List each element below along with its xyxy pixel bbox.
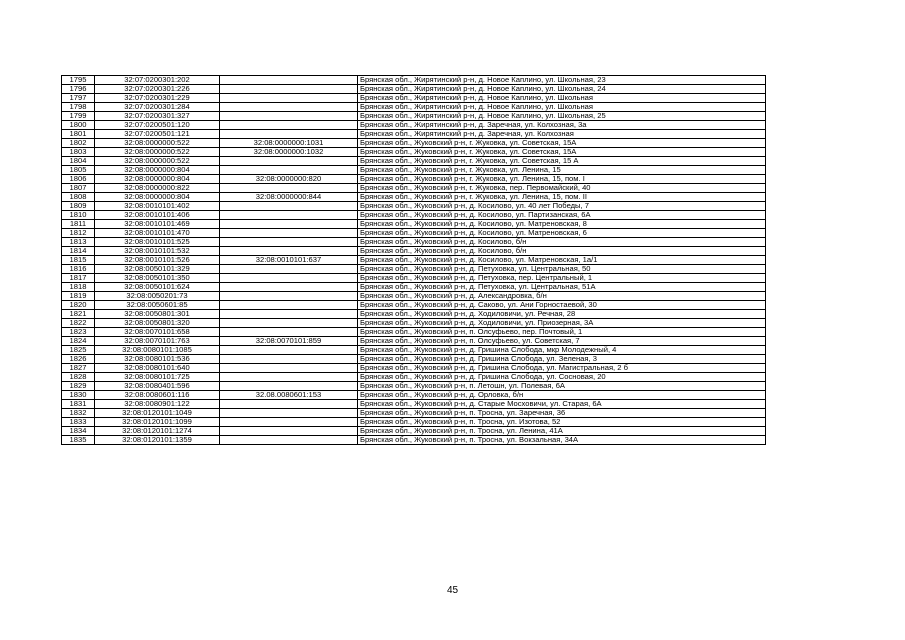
address-cell: Брянская обл., Жуковский р-н, д. Орловка, б/н xyxy=(358,391,766,400)
cadastral-number-cell: 32:08:0050101:624 xyxy=(95,283,220,292)
row-number-cell: 1812 xyxy=(62,229,95,238)
address-cell: Брянская обл., Жуковский р-н, д. Косилово, б/н xyxy=(358,238,766,247)
table-row xyxy=(62,202,766,211)
address-cell: Брянская обл., Жуковский р-н, г. Жуковка, ул. Ленина, 15, пом. I xyxy=(358,175,766,184)
table-row xyxy=(62,409,766,418)
linked-cadastral-number-cell xyxy=(220,220,358,229)
table-row xyxy=(62,373,766,382)
row-number-cell: 1802 xyxy=(62,139,95,148)
row-number-cell: 1834 xyxy=(62,427,95,436)
cadastral-number-cell: 32:08:0010101:469 xyxy=(95,220,220,229)
linked-cadastral-number-cell xyxy=(220,184,358,193)
address-cell: Брянская обл., Жуковский р-н, д. Косилово, ул. Матреновская, 8 xyxy=(358,220,766,229)
row-number-cell: 1814 xyxy=(62,247,95,256)
address-cell: Брянская обл., Жуковский р-н, д. Косилово, ул. Матреновская, 6 xyxy=(358,229,766,238)
cadastral-number-cell: 32:08:0080101:640 xyxy=(95,364,220,373)
cadastral-number-cell: 32:07:0200501:121 xyxy=(95,130,220,139)
table-row xyxy=(62,346,766,355)
linked-cadastral-number-cell xyxy=(220,400,358,409)
table-row xyxy=(62,193,766,202)
table-row xyxy=(62,220,766,229)
table-row xyxy=(62,364,766,373)
table-row xyxy=(62,283,766,292)
address-cell: Брянская обл., Жуковский р-н, д. Петуховка, пер. Центральный, 1 xyxy=(358,274,766,283)
row-number-cell: 1813 xyxy=(62,238,95,247)
cadastral-number-cell: 32:08:0050101:350 xyxy=(95,274,220,283)
address-cell: Брянская обл., Жуковский р-н, д. Гришина Слобода, ул. Сосновая, 20 xyxy=(358,373,766,382)
table-row xyxy=(62,184,766,193)
address-cell: Брянская обл., Жуковский р-н, д. Косилово, ул. Матреновская, 1а/1 xyxy=(358,256,766,265)
address-cell: Брянская обл., Жуковский р-н, п. Олсуфьево, ул. Советская, 7 xyxy=(358,337,766,346)
address-cell: Брянская обл., Жуковский р-н, д. Косилово, ул. 40 лет Победы, 7 xyxy=(358,202,766,211)
cadastral-number-cell: 32:08:0000000:804 xyxy=(95,166,220,175)
address-cell: Брянская обл., Жуковский р-н, д. Ходиловичи, ул. Речная, 28 xyxy=(358,310,766,319)
row-number-cell: 1816 xyxy=(62,265,95,274)
linked-cadastral-number-cell xyxy=(220,382,358,391)
address-cell: Брянская обл., Жуковский р-н, д. Гришина Слобода, ул. Зеленая, 3 xyxy=(358,355,766,364)
table-row xyxy=(62,436,766,445)
address-cell: Брянская обл., Жуковский р-н, д. Петуховка, ул. Центральная, 50 xyxy=(358,265,766,274)
address-cell: Брянская обл., Жирятинский р-н, д. Новое Каплино, ул. Школьная xyxy=(358,103,766,112)
linked-cadastral-number-cell xyxy=(220,418,358,427)
table-row xyxy=(62,139,766,148)
address-cell: Брянская обл., Жуковский р-н, д. Петуховка, ул. Центральная, 51А xyxy=(358,283,766,292)
linked-cadastral-number-cell: 32:08:0010101:637 xyxy=(220,256,358,265)
linked-cadastral-number-cell xyxy=(220,166,358,175)
table-row xyxy=(62,400,766,409)
row-number-cell: 1795 xyxy=(62,76,95,85)
row-number-cell: 1829 xyxy=(62,382,95,391)
linked-cadastral-number-cell xyxy=(220,121,358,130)
row-number-cell: 1824 xyxy=(62,337,95,346)
cadastral-number-cell: 32:08:0000000:522 xyxy=(95,157,220,166)
address-cell: Брянская обл., Жирятинский р-н, д. Новое Каплино, ул. Школьная xyxy=(358,94,766,103)
linked-cadastral-number-cell xyxy=(220,229,358,238)
address-cell: Брянская обл., Жуковский р-н, г. Жуковка, ул. Советская, 15А xyxy=(358,139,766,148)
row-number-cell: 1835 xyxy=(62,436,95,445)
row-number-cell: 1833 xyxy=(62,418,95,427)
address-cell: Брянская обл., Жуковский р-н, г. Жуковка, ул. Советская, 15А xyxy=(358,148,766,157)
address-cell: Брянская обл., Жирятинский р-н, д. Новое Каплино, ул. Школьная, 24 xyxy=(358,85,766,94)
address-cell: Брянская обл., Жуковский р-н, д. Косилово, ул. Партизанская, 6А xyxy=(358,211,766,220)
row-number-cell: 1797 xyxy=(62,94,95,103)
table-row xyxy=(62,76,766,85)
row-number-cell: 1799 xyxy=(62,112,95,121)
address-cell: Брянская обл., Жуковский р-н, д. Гришина Слобода, ул. Магистральная, 2 б xyxy=(358,364,766,373)
address-cell: Брянская обл., Жуковский р-н, п. Тросна, ул. Вокзальная, 34А xyxy=(358,436,766,445)
address-cell: Брянская обл., Жуковский р-н, д. Старые Мосховичи, ул. Старая, 6А xyxy=(358,400,766,409)
row-number-cell: 1798 xyxy=(62,103,95,112)
table-row xyxy=(62,229,766,238)
linked-cadastral-number-cell xyxy=(220,283,358,292)
row-number-cell: 1830 xyxy=(62,391,95,400)
row-number-cell: 1820 xyxy=(62,301,95,310)
address-cell: Брянская обл., Жуковский р-н, д. Саково, ул. Ани Горностаевой, 30 xyxy=(358,301,766,310)
cadastral-number-cell: 32:08:0070101:763 xyxy=(95,337,220,346)
linked-cadastral-number-cell xyxy=(220,292,358,301)
address-cell: Брянская обл., Жирятинский р-н, д. Заречная, ул. Колхозная, 3а xyxy=(358,121,766,130)
address-cell: Брянская обл., Жуковский р-н, г. Жуковка, пер. Первомайский, 40 xyxy=(358,184,766,193)
table-row xyxy=(62,238,766,247)
cadastral-number-cell: 32:08:0080101:1085 xyxy=(95,346,220,355)
row-number-cell: 1825 xyxy=(62,346,95,355)
row-number-cell: 1804 xyxy=(62,157,95,166)
table-row xyxy=(62,211,766,220)
row-number-cell: 1796 xyxy=(62,85,95,94)
table-row xyxy=(62,247,766,256)
table-row xyxy=(62,337,766,346)
linked-cadastral-number-cell xyxy=(220,103,358,112)
linked-cadastral-number-cell: 32:08:0000000:844 xyxy=(220,193,358,202)
address-cell: Брянская обл., Жуковский р-н, п. Тросна, ул. Ленина, 41А xyxy=(358,427,766,436)
row-number-cell: 1817 xyxy=(62,274,95,283)
linked-cadastral-number-cell xyxy=(220,346,358,355)
row-number-cell: 1810 xyxy=(62,211,95,220)
linked-cadastral-number-cell xyxy=(220,328,358,337)
address-cell: Брянская обл., Жуковский р-н, д. Косилово, б/н xyxy=(358,247,766,256)
cadastral-number-cell: 32:07:0200301:202 xyxy=(95,76,220,85)
row-number-cell: 1832 xyxy=(62,409,95,418)
address-cell: Брянская обл., Жирятинский р-н, д. Заречная, ул. Колхозная xyxy=(358,130,766,139)
property-register-table xyxy=(61,75,766,445)
linked-cadastral-number-cell: 32:08:0000000:820 xyxy=(220,175,358,184)
row-number-cell: 1808 xyxy=(62,193,95,202)
row-number-cell: 1807 xyxy=(62,184,95,193)
cadastral-number-cell: 32:08:0120101:1099 xyxy=(95,418,220,427)
cadastral-number-cell: 32:07:0200301:229 xyxy=(95,94,220,103)
table-row xyxy=(62,319,766,328)
row-number-cell: 1827 xyxy=(62,364,95,373)
table-row xyxy=(62,148,766,157)
cadastral-number-cell: 32:08:0050201:73 xyxy=(95,292,220,301)
row-number-cell: 1809 xyxy=(62,202,95,211)
address-cell: Брянская обл., Жуковский р-н, г. Жуковка, ул. Советская, 15 А xyxy=(358,157,766,166)
linked-cadastral-number-cell xyxy=(220,373,358,382)
row-number-cell: 1821 xyxy=(62,310,95,319)
cadastral-number-cell: 32:08:0080901:122 xyxy=(95,400,220,409)
row-number-cell: 1823 xyxy=(62,328,95,337)
row-number-cell: 1800 xyxy=(62,121,95,130)
table-row xyxy=(62,121,766,130)
cadastral-number-cell: 32:08:0000000:804 xyxy=(95,175,220,184)
cadastral-number-cell: 32:08:0000000:522 xyxy=(95,139,220,148)
cadastral-number-cell: 32:08:0000000:822 xyxy=(95,184,220,193)
cadastral-number-cell: 32:08:0070101:658 xyxy=(95,328,220,337)
cadastral-number-cell: 32:08:0010101:470 xyxy=(95,229,220,238)
cadastral-number-cell: 32:08:0050801:301 xyxy=(95,310,220,319)
linked-cadastral-number-cell xyxy=(220,112,358,121)
table-row xyxy=(62,94,766,103)
linked-cadastral-number-cell: 32:08:0000000:1031 xyxy=(220,139,358,148)
table-row xyxy=(62,256,766,265)
cadastral-number-cell: 32:08:0080401:596 xyxy=(95,382,220,391)
address-cell: Брянская обл., Жуковский р-н, п. Тросна, ул. Заречная, 36 xyxy=(358,409,766,418)
cadastral-number-cell: 32:08:0010101:402 xyxy=(95,202,220,211)
linked-cadastral-number-cell xyxy=(220,310,358,319)
linked-cadastral-number-cell xyxy=(220,364,358,373)
table-row xyxy=(62,85,766,94)
address-cell: Брянская обл., Жуковский р-н, д. Гришина Слобода, мкр Молодежный, 4 xyxy=(358,346,766,355)
table-row xyxy=(62,382,766,391)
address-cell: Брянская обл., Жуковский р-н, п. Летошн, ул. Полевая, 6А xyxy=(358,382,766,391)
cadastral-number-cell: 32:08:0000000:804 xyxy=(95,193,220,202)
cadastral-number-cell: 32:08:0010101:525 xyxy=(95,238,220,247)
cadastral-number-cell: 32:08:0080101:536 xyxy=(95,355,220,364)
linked-cadastral-number-cell xyxy=(220,265,358,274)
cadastral-number-cell: 32:07:0200301:284 xyxy=(95,103,220,112)
address-cell: Брянская обл., Жуковский р-н, г. Жуковка, ул. Ленина, 15, пом. II xyxy=(358,193,766,202)
row-number-cell: 1826 xyxy=(62,355,95,364)
row-number-cell: 1801 xyxy=(62,130,95,139)
row-number-cell: 1803 xyxy=(62,148,95,157)
address-cell: Брянская обл., Жуковский р-н, п. Тросна, ул. Изотова, 52 xyxy=(358,418,766,427)
cadastral-number-cell: 32:07:0200301:327 xyxy=(95,112,220,121)
table-row xyxy=(62,301,766,310)
linked-cadastral-number-cell xyxy=(220,94,358,103)
cadastral-number-cell: 32:08:0120101:1274 xyxy=(95,427,220,436)
cadastral-number-cell: 32:08:0010101:406 xyxy=(95,211,220,220)
cadastral-number-cell: 32:08:0050101:329 xyxy=(95,265,220,274)
row-number-cell: 1822 xyxy=(62,319,95,328)
address-cell: Брянская обл., Жуковский р-н, д. Александровка, б/н xyxy=(358,292,766,301)
page-number: 45 xyxy=(446,585,459,596)
linked-cadastral-number-cell xyxy=(220,247,358,256)
row-number-cell: 1831 xyxy=(62,400,95,409)
cadastral-number-cell: 32:08:0050801:320 xyxy=(95,319,220,328)
register-table-body xyxy=(62,76,766,445)
row-number-cell: 1806 xyxy=(62,175,95,184)
linked-cadastral-number-cell xyxy=(220,130,358,139)
linked-cadastral-number-cell xyxy=(220,157,358,166)
table-row xyxy=(62,328,766,337)
linked-cadastral-number-cell: 32:08:0000000:1032 xyxy=(220,148,358,157)
row-number-cell: 1805 xyxy=(62,166,95,175)
table-row xyxy=(62,418,766,427)
table-row xyxy=(62,391,766,400)
linked-cadastral-number-cell xyxy=(220,301,358,310)
linked-cadastral-number-cell xyxy=(220,238,358,247)
linked-cadastral-number-cell xyxy=(220,85,358,94)
address-cell: Брянская обл., Жуковский р-н, п. Олсуфьево, пер. Почтовый, 1 xyxy=(358,328,766,337)
linked-cadastral-number-cell xyxy=(220,211,358,220)
table-row xyxy=(62,157,766,166)
linked-cadastral-number-cell xyxy=(220,409,358,418)
linked-cadastral-number-cell: 32:08:0070101:859 xyxy=(220,337,358,346)
address-cell: Брянская обл., Жирятинский р-н, д. Новое Каплино, ул. Школьная, 25 xyxy=(358,112,766,121)
cadastral-number-cell: 32:08:0010101:532 xyxy=(95,247,220,256)
table-row xyxy=(62,112,766,121)
table-row xyxy=(62,265,766,274)
table-row xyxy=(62,130,766,139)
row-number-cell: 1815 xyxy=(62,256,95,265)
linked-cadastral-number-cell xyxy=(220,76,358,85)
table-row xyxy=(62,292,766,301)
linked-cadastral-number-cell xyxy=(220,355,358,364)
row-number-cell: 1819 xyxy=(62,292,95,301)
cadastral-number-cell: 32:08:0080101:725 xyxy=(95,373,220,382)
row-number-cell: 1818 xyxy=(62,283,95,292)
cadastral-number-cell: 32:07:0200501:120 xyxy=(95,121,220,130)
table-row xyxy=(62,274,766,283)
table-row xyxy=(62,427,766,436)
row-number-cell: 1828 xyxy=(62,373,95,382)
table-row xyxy=(62,310,766,319)
table-row xyxy=(62,166,766,175)
address-cell: Брянская обл., Жуковский р-н, д. Ходиловичи, ул. Приозерная, 3А xyxy=(358,319,766,328)
address-cell: Брянская обл., Жирятинский р-н, д. Новое Каплино, ул. Школьная, 23 xyxy=(358,76,766,85)
table-row xyxy=(62,355,766,364)
linked-cadastral-number-cell: 32.08.0080601:153 xyxy=(220,391,358,400)
linked-cadastral-number-cell xyxy=(220,202,358,211)
address-cell: Брянская обл., Жуковский р-н, г. Жуковка, ул. Ленина, 15 xyxy=(358,166,766,175)
cadastral-number-cell: 32:08:0080601:116 xyxy=(95,391,220,400)
linked-cadastral-number-cell xyxy=(220,427,358,436)
cadastral-number-cell: 32:08:0120101:1359 xyxy=(95,436,220,445)
cadastral-number-cell: 32:08:0120101:1049 xyxy=(95,409,220,418)
linked-cadastral-number-cell xyxy=(220,274,358,283)
table-row xyxy=(62,175,766,184)
cadastral-number-cell: 32:07:0200301:226 xyxy=(95,85,220,94)
linked-cadastral-number-cell xyxy=(220,436,358,445)
cadastral-number-cell: 32:08:0010101:526 xyxy=(95,256,220,265)
row-number-cell: 1811 xyxy=(62,220,95,229)
table-row xyxy=(62,103,766,112)
cadastral-number-cell: 32:08:0000000:522 xyxy=(95,148,220,157)
linked-cadastral-number-cell xyxy=(220,319,358,328)
cadastral-number-cell: 32:08:0050601:85 xyxy=(95,301,220,310)
